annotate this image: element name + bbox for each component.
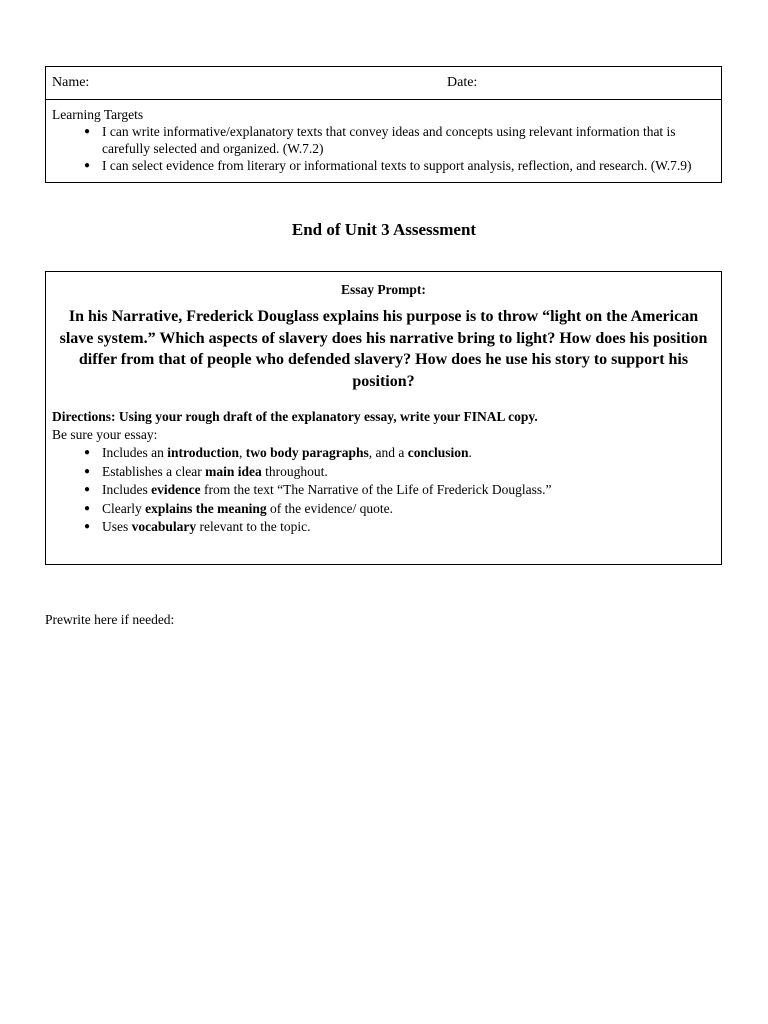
prewrite-label: Prewrite here if needed: [45,612,175,627]
learning-target-item: ● I can write informative/explanatory texts that convey ideas and concepts using relevant information that is carefully selected and organized. (W.7.2) [84,123,715,157]
name-label: Name: [52,75,90,90]
be-sure-text: Be sure your essay: [52,427,158,442]
assessment-title: End of Unit 3 Assessment [291,220,477,239]
learning-targets-title: Learning Targets [52,107,144,122]
requirement-item: ● Includes evidence from the text “The Narrative of the Life of Frederick Douglass.” [84,481,715,500]
header-table [45,66,722,183]
requirement-item: ● Establishes a clear main idea throughout. [84,463,715,482]
essay-prompt-label: Essay Prompt: [341,282,426,297]
essay-prompt-text: In his Narrative, Frederick Douglass explains his purpose is to throw “light on the American slave system.” Which aspects of slavery does his narrative bring to light? How does his position differ from that of people who defended slavery? How does he use his story to support his position? [59,308,708,390]
requirement-item: ● Includes an introduction, two body paragraphs, and a conclusion. [84,444,715,463]
learning-targets [46,100,721,182]
date-label: Date: [447,75,478,90]
name-date-row [46,67,721,100]
directions-text: Directions: Using your rough draft of the explanatory essay, write your FINAL copy. [52,409,538,424]
requirement-item: ● Clearly explains the meaning of the evidence/ quote. [84,500,715,519]
requirements-list [52,444,715,537]
essay-prompt-box [45,271,722,565]
requirement-item: ● Uses vocabulary relevant to the topic. [84,518,715,537]
learning-target-item: ● I can select evidence from literary or informational texts to support analysis, reflection, and research. (W.7.9) [84,157,715,174]
learning-targets-list [52,123,715,174]
